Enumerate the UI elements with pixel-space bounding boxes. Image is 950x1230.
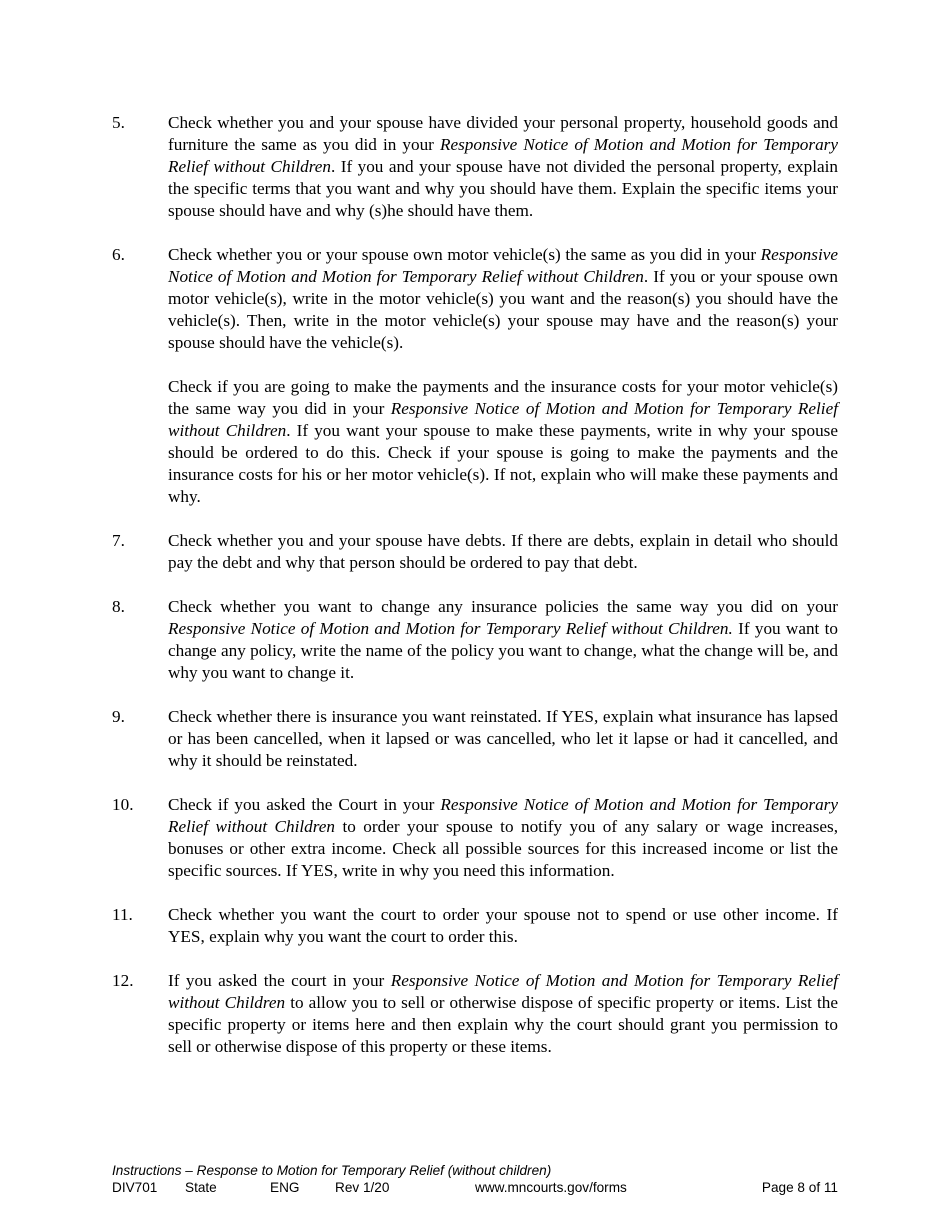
item-text (168, 112, 838, 222)
item-paragraph (168, 706, 838, 772)
item-number: 10. (112, 795, 134, 814)
text-segment: Check whether you and your spouse have debts. If there are debts, explain in detail who should pay the debt and why that person should be ordered to pay that debt. (168, 531, 838, 572)
text-segment: . If you and your spouse have not divided the personal property, explain the specific terms that you want and why you should have them. Explain the specific items your spouse should have and why (s)he should have them. (168, 157, 838, 220)
instruction-item (112, 706, 838, 772)
footer-page-number: Page 8 of 11 (761, 1180, 838, 1195)
item-text (168, 970, 838, 1058)
footer-language: ENG (270, 1180, 300, 1195)
footer-url: www.mncourts.gov/forms (475, 1180, 627, 1195)
text-segment: Check whether you or your spouse own motor vehicle(s) the same as you did in your (168, 245, 761, 264)
instruction-item (112, 904, 838, 948)
item-paragraph (168, 376, 838, 508)
form-title-reference: Responsive Notice of Motion and Motion for Temporary Relief without Children (168, 795, 838, 836)
item-number: 5. (112, 113, 125, 132)
footer-form-number: DIV701 (112, 1180, 158, 1195)
item-text (168, 244, 838, 508)
text-segment: to order your spouse to notify you of any salary or wage increases, bonuses or other extra income. Check all possible sources for this increased income or list the specific sources. If YES, write in why you need this information. (168, 817, 838, 880)
text-segment: Check whether you want to change any insurance policies the same way you did on your (168, 597, 838, 616)
item-paragraph (168, 794, 838, 882)
form-title-reference: Responsive Notice of Motion and Motion for Temporary Relief without Children. (168, 619, 733, 638)
page-footer (112, 1162, 838, 1196)
text-segment: If you asked the court in your (168, 971, 391, 990)
item-number: 6. (112, 245, 125, 264)
item-paragraph (168, 904, 838, 948)
instruction-item (112, 596, 838, 684)
form-title-reference: Responsive Notice of Motion and Motion for Temporary Relief without Children (168, 135, 839, 176)
item-number: 9. (112, 707, 125, 726)
footer-info-row (112, 1179, 838, 1196)
form-title-reference: Responsive Notice of Motion and Motion for Temporary Relief without Children (168, 971, 838, 1012)
item-paragraph (168, 530, 838, 574)
text-segment: Check whether there is insurance you want reinstated. If YES, explain what insurance has lapsed or has been cancelled, when it lapsed or was cancelled, who let it lapse or had it cancelled, and why it should be reinstated. (168, 707, 838, 770)
instruction-item (112, 530, 838, 574)
instruction-item (112, 794, 838, 882)
item-paragraph (168, 970, 838, 1058)
item-paragraph (168, 112, 838, 222)
footer-revision: Rev 1/20 (335, 1180, 390, 1195)
form-title-reference: Responsive Notice of Motion and Motion for Temporary Relief without Children (168, 399, 838, 440)
instruction-item (112, 244, 838, 508)
footer-state: State (185, 1180, 217, 1195)
item-number: 12. (112, 971, 134, 990)
item-paragraph (168, 244, 838, 354)
text-segment: If you want to change any policy, write the name of the policy you want to change, what the change will be, and why you want to change it. (168, 619, 838, 682)
item-paragraph (168, 596, 838, 684)
item-number: 8. (112, 597, 125, 616)
text-segment: Check if you asked the Court in your (168, 795, 441, 814)
text-segment: . If you or your spouse own motor vehicle(s), write in the motor vehicle(s) you want and the reason(s) you should have the vehicle(s). Then, write in the motor vehicle(s) your spouse may have and the reason(s) your spouse should have the vehicle(s). (168, 267, 838, 352)
item-text (168, 530, 838, 574)
text-segment: Check whether you and your spouse have divided your personal property, household goods and furniture the same as you did in your (168, 113, 838, 154)
text-segment: Check whether you want the court to order your spouse not to spend or use other income. If YES, explain why you want the court to order this. (168, 905, 838, 946)
text-segment: Check if you are going to make the payments and the insurance costs for your motor vehicle(s) the same way you did in your (168, 377, 838, 418)
instruction-item (112, 112, 838, 222)
item-text (168, 904, 838, 948)
instruction-item (112, 970, 838, 1058)
footer-title: Instructions – Response to Motion for Temporary Relief (without children) (112, 1163, 552, 1178)
instruction-list (112, 112, 838, 1080)
item-number: 11. (112, 905, 133, 924)
form-title-reference: Responsive Notice of Motion and Motion for Temporary Relief without Children (168, 245, 838, 286)
item-text (168, 706, 838, 772)
item-text (168, 794, 838, 882)
text-segment: to allow you to sell or otherwise dispose of specific property or items. List the specific property or items here and then explain why the court should grant you permission to sell or otherwise dispose of this property or these items. (168, 993, 838, 1056)
item-number: 7. (112, 531, 125, 550)
text-segment: . If you want your spouse to make these payments, write in why your spouse should be ordered to do this. Check if your spouse is going to make the payments and the insurance costs for his or her motor vehicle(s). If not, explain who will make these payments and why. (168, 421, 838, 506)
item-text (168, 596, 838, 684)
